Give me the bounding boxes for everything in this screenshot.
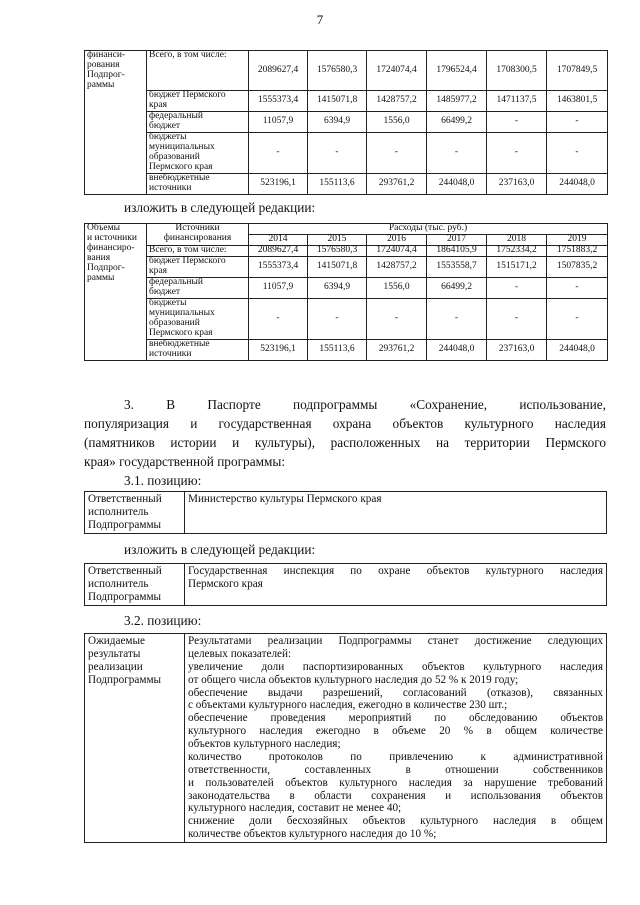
table-row [85,174,608,195]
value-cell: 244048,0 [427,339,487,360]
table-row [85,112,608,133]
value-cell: 1864105,9 [427,245,487,256]
value-cell: 1428757,2 [367,91,427,112]
section3-line3: (памятников истории и культуры), расположенных на территории Пермского [84,435,606,450]
table-row [85,91,608,112]
source-label: федеральный бюджет [147,277,249,298]
table-row [85,298,608,339]
source-label: Всего, в том числе: [147,51,249,91]
source-label: внебюджетные источники [147,174,249,195]
table-row [85,339,608,360]
value-cell: 1463801,5 [547,91,608,112]
table-row [85,245,608,256]
financing-table-new [84,223,608,361]
value-cell: - [308,298,367,339]
value-cell: 1796524,4 [427,51,487,91]
value-cell: - [547,112,608,133]
result-line: от общего числа объектов культурного наследия до 52 % к 2019 году; [188,673,519,686]
value-cell: - [547,133,608,174]
row-header: Объемы и источники финансиро- вания Подпрог- раммы [85,224,147,361]
section3-line1: 3. В Паспорте подпрограммы «Сохранение, использование, [124,397,606,412]
result-line: с объектами культурного наследия, ежегодно в количестве 230 шт.; [188,699,508,712]
value-cell: 244048,0 [427,174,487,195]
value-cell: - [308,133,367,174]
value-cell: 1708300,5 [487,51,547,91]
value-cell: - [249,298,308,339]
row-header [85,133,147,174]
executor-value-new: Государственная инспекция по охране объектов культурного наследия Пермского края [185,564,607,606]
result-line: увеличение доли паспортизированных объектов культурного наследия [188,660,603,673]
value-cell: 6394,9 [308,112,367,133]
value-cell: 1415071,8 [308,256,367,277]
value-cell: 1752334,2 [487,245,547,256]
value-cell: - [367,133,427,174]
result-line: снижение доли бесхозяйных объектов культурного наследия в общем [188,815,603,828]
financing-table-old [84,50,608,195]
replace-phrase-1: изложить в следующей редакции: [124,200,316,215]
value-cell: 11057,9 [249,112,308,133]
source-label: бюджет Пермского края [147,256,249,277]
result-line: целевых показателей: [188,647,292,660]
header-row [85,224,608,235]
value-cell: 1707849,5 [547,51,608,91]
year-header: 2019 [547,234,608,245]
value-cell: - [249,133,308,174]
result-line: Результатами реализации Подпрограммы станет достижение следующих [188,635,603,647]
value-cell: 1751883,2 [547,245,608,256]
value-cell: 244048,0 [547,339,608,360]
value-cell: 1415071,8 [308,91,367,112]
year-header: 2018 [487,234,547,245]
value-cell: 155113,6 [308,339,367,360]
value-cell: 1576580,3 [308,51,367,91]
expected-results-label: Ожидаемые результаты реализации Подпрограммы [85,634,185,843]
value-cell: 66499,2 [427,112,487,133]
value-cell: 293761,2 [367,339,427,360]
source-label: Всего, в том числе: [147,245,249,256]
result-line: культурного наследия, составит не менее 40; [188,802,402,815]
result-line: и пользователей объектов культурного наследия за нарушение требований [188,776,603,789]
executor-value-old: Министерство культуры Пермского края [185,492,607,534]
item-3-2: 3.2. позицию: [124,613,202,628]
value-cell: 1515171,2 [487,256,547,277]
value-cell: 523196,1 [249,174,308,195]
value-cell: 523196,1 [249,339,308,360]
result-line: количестве объектов культурного наследия до 10 %; [188,828,437,841]
source-label: внебюджетные источники [147,339,249,360]
result-line: количество протоколов по привлечению к административной [188,750,603,763]
row-header [85,91,147,112]
result-line: законодательства в области сохранения и использования объектов [188,789,603,802]
value-cell: 66499,2 [427,277,487,298]
value-cell: - [487,277,547,298]
source-label: бюджеты муниципальных образований Пермского края [147,298,249,339]
result-line: обеспечение проведения мероприятий по обследованию объектов [188,712,603,725]
expected-results-table [84,633,607,843]
table-row [85,256,608,277]
expenses-header: Расходы (тыс. руб.) [249,224,608,235]
item-3-1: 3.1. позицию: [124,473,202,488]
responsible-executor-old [84,491,607,534]
value-cell: 293761,2 [367,174,427,195]
executor-label-old: Ответственный исполнитель Подпрограммы [85,492,185,534]
value-cell: 1556,0 [367,112,427,133]
value-cell: 1555373,4 [249,256,308,277]
source-label: федеральный бюджет [147,112,249,133]
value-cell: 244048,0 [547,174,608,195]
row-header: финанси- рования Подпрог- раммы [85,51,147,91]
value-cell: 1471137,5 [487,91,547,112]
table-row [85,51,608,91]
value-cell: 1507835,2 [547,256,608,277]
value-cell: - [487,133,547,174]
replace-phrase-2: изложить в следующей редакции: [124,542,316,557]
executor-label-new: Ответственный исполнитель Подпрограммы [85,564,185,606]
value-cell: - [547,277,608,298]
result-line: ответственности, составленных в отношении собственников [188,763,603,776]
sources-header: Источники финансирования [147,224,249,246]
row-header [85,174,147,195]
expected-results-text [185,634,607,843]
value-cell: 2089627,4 [249,51,308,91]
year-header: 2014 [249,234,308,245]
page-number: 7 [316,12,324,27]
value-cell: - [427,298,487,339]
value-cell: 11057,9 [249,277,308,298]
value-cell: - [427,133,487,174]
value-cell: - [487,298,547,339]
table-row [85,133,608,174]
source-label: бюджет Пермского края [147,91,249,112]
value-cell: 237163,0 [487,174,547,195]
value-cell: - [367,298,427,339]
row-header [85,112,147,133]
source-label: бюджеты муниципальных образований Пермского края [147,133,249,174]
value-cell: 6394,9 [308,277,367,298]
year-header: 2017 [427,234,487,245]
value-cell: 1724074,4 [367,245,427,256]
section3-line4: края» государственной программы: [84,454,286,469]
value-cell: - [487,112,547,133]
value-cell: 1428757,2 [367,256,427,277]
value-cell: - [547,298,608,339]
value-cell: 155113,6 [308,174,367,195]
value-cell: 1485977,2 [427,91,487,112]
value-cell: 1576580,3 [308,245,367,256]
value-cell: 1555373,4 [249,91,308,112]
value-cell: 1556,0 [367,277,427,298]
value-cell: 1724074,4 [367,51,427,91]
table-row [85,277,608,298]
result-line: обеспечение выдачи разрешений, согласований (отказов), связанных [188,686,603,699]
year-header: 2015 [308,234,367,245]
result-line: культурного наследия ежегодно в объеме 20 % в общем количестве [188,725,603,738]
value-cell: 1553558,7 [427,256,487,277]
responsible-executor-new [84,563,607,606]
section3-line2: популяризация и государственная охрана объектов культурного наследия [84,416,606,431]
value-cell: 2089627,4 [249,245,308,256]
year-header: 2016 [367,234,427,245]
value-cell: 237163,0 [487,339,547,360]
result-line: объектов культурного наследия; [188,738,341,750]
